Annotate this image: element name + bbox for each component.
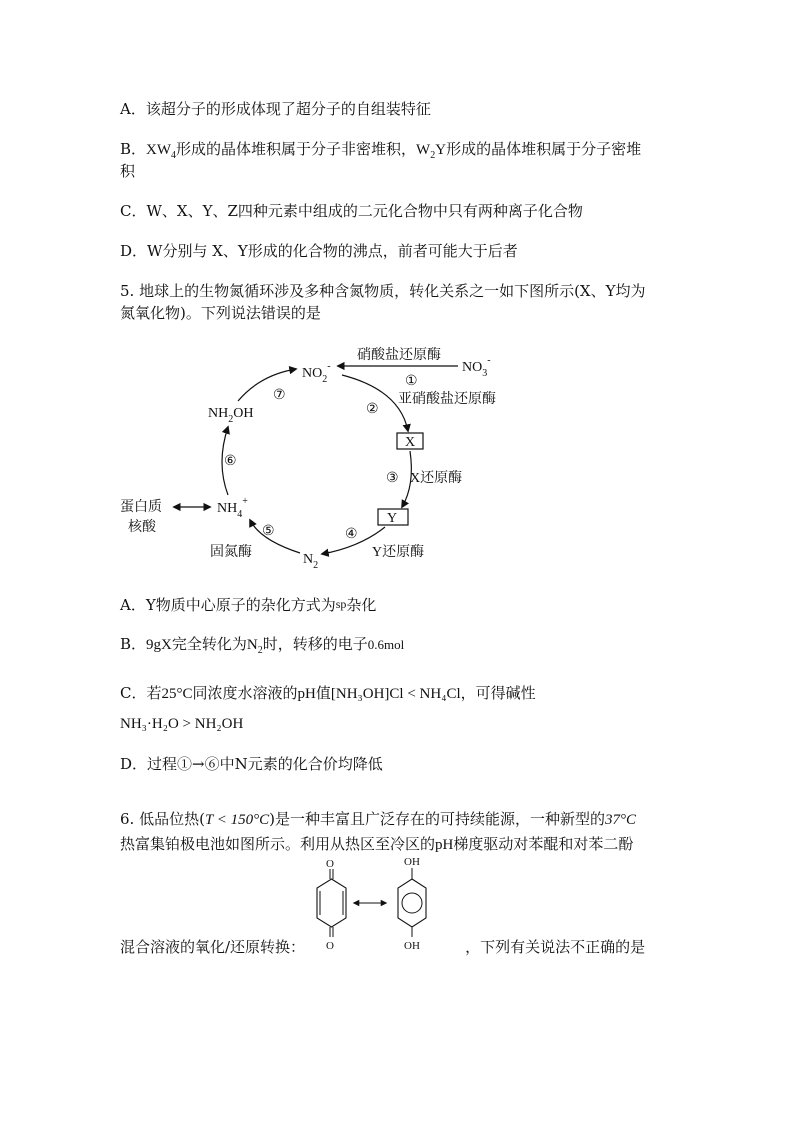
q4-option-b: B．$XW_4$形成的晶体堆积属于分子非密堆积，$W_2Y$形成的晶体堆积属于分子密堆: [120, 140, 642, 161]
label-oh-top: OH: [404, 856, 420, 868]
label-o-bottom: O: [326, 940, 334, 952]
label-n2: $N_2$: [303, 552, 319, 571]
q5-option-c: C．若25°C同浓度水溶液的pH值[NH₃OH]Cl < NH₄Cl，可得碱性: [120, 684, 536, 702]
label-nh4: $NH_4^+$: [217, 496, 248, 520]
label-nh2oh: $NH_2OH$: [208, 406, 254, 425]
formula-xw4: $XW_4$: [146, 142, 177, 161]
label-oh-bottom: OH: [404, 940, 420, 952]
step-5-marker: ⑤: [262, 524, 275, 539]
q6-stem-line1: 6. 低品位热(T < 150°C)是一种丰富且广泛存在的可持续能源，一种新型的37°C: [120, 810, 637, 828]
nitrogen-cycle-diagram: [110, 335, 610, 575]
label-x-reductase: X还原酶: [410, 471, 463, 486]
q4-option-d: D．W分别与 X、Y形成的化合物的沸点，前者可能大于后者: [120, 242, 518, 260]
label-y-reductase: Y还原酶: [372, 545, 425, 560]
label-nitrate-reductase: 硝酸盐还原酶: [357, 348, 441, 363]
label-nucleic-acid: 核酸: [128, 520, 156, 535]
arrow-5: [250, 520, 300, 553]
q4-option-c: C．W、X、Y、Z四种元素中组成的二元化合物中只有两种离子化合物: [120, 202, 583, 220]
formula-w2y: $W_2Y$: [416, 142, 447, 161]
q4-option-a: A．该超分子的形成体现了超分子的自组装特征: [120, 100, 431, 118]
label-protein: 蛋白质: [120, 500, 162, 515]
quinone-ring: [317, 879, 346, 927]
q6-stem-line2: 热富集铂极电池如图所示。利用从热区至冷区的pH梯度驱动对苯醌和对苯二酚: [120, 835, 634, 853]
label-nitrite-reductase: 亚硝酸盐还原酶: [398, 392, 496, 407]
label-y: Y: [387, 511, 398, 526]
step-1-marker: ①: [405, 374, 418, 389]
q4-option-b-cont: 积: [120, 162, 136, 180]
step-7-marker: ⑦: [273, 388, 286, 403]
arrow-7: [238, 369, 296, 401]
step-4-marker: ④: [345, 527, 358, 542]
label-o-top: O: [326, 858, 334, 870]
step-3-marker: ③: [386, 471, 399, 486]
q5-option-b: B．9gX完全转化为$N_2$时，转移的电子0.6mol: [120, 635, 405, 656]
q6-stem-line3: 混合溶液的氧化/还原转换： ，下列有关说法不正确的是: [120, 938, 646, 956]
label-x: X: [405, 435, 416, 450]
step-6-marker: ⑥: [224, 454, 237, 469]
q5-stem-line1: 5. 地球上的生物氮循环涉及多种含氮物质，转化关系之一如下图所示(X、Y均为: [120, 282, 646, 300]
step-2-marker: ②: [366, 402, 379, 417]
q5-option-d: D．过程①→⑥中N元素的化合价均降低: [120, 755, 383, 773]
label-no2: $NO_2^-$: [302, 361, 331, 385]
label-nitrogenase: 固氮酶: [210, 545, 252, 560]
label-no3: $NO_3^-$: [462, 355, 491, 379]
q5-option-c-line2: NH₃·H₂O > NH₂OH: [120, 716, 244, 732]
q5-option-a: A．Y物质中心原子的杂化方式为sp杂化: [120, 596, 377, 614]
q5-stem-line2: 氮氧化物)。下列说法错误的是: [120, 304, 321, 322]
